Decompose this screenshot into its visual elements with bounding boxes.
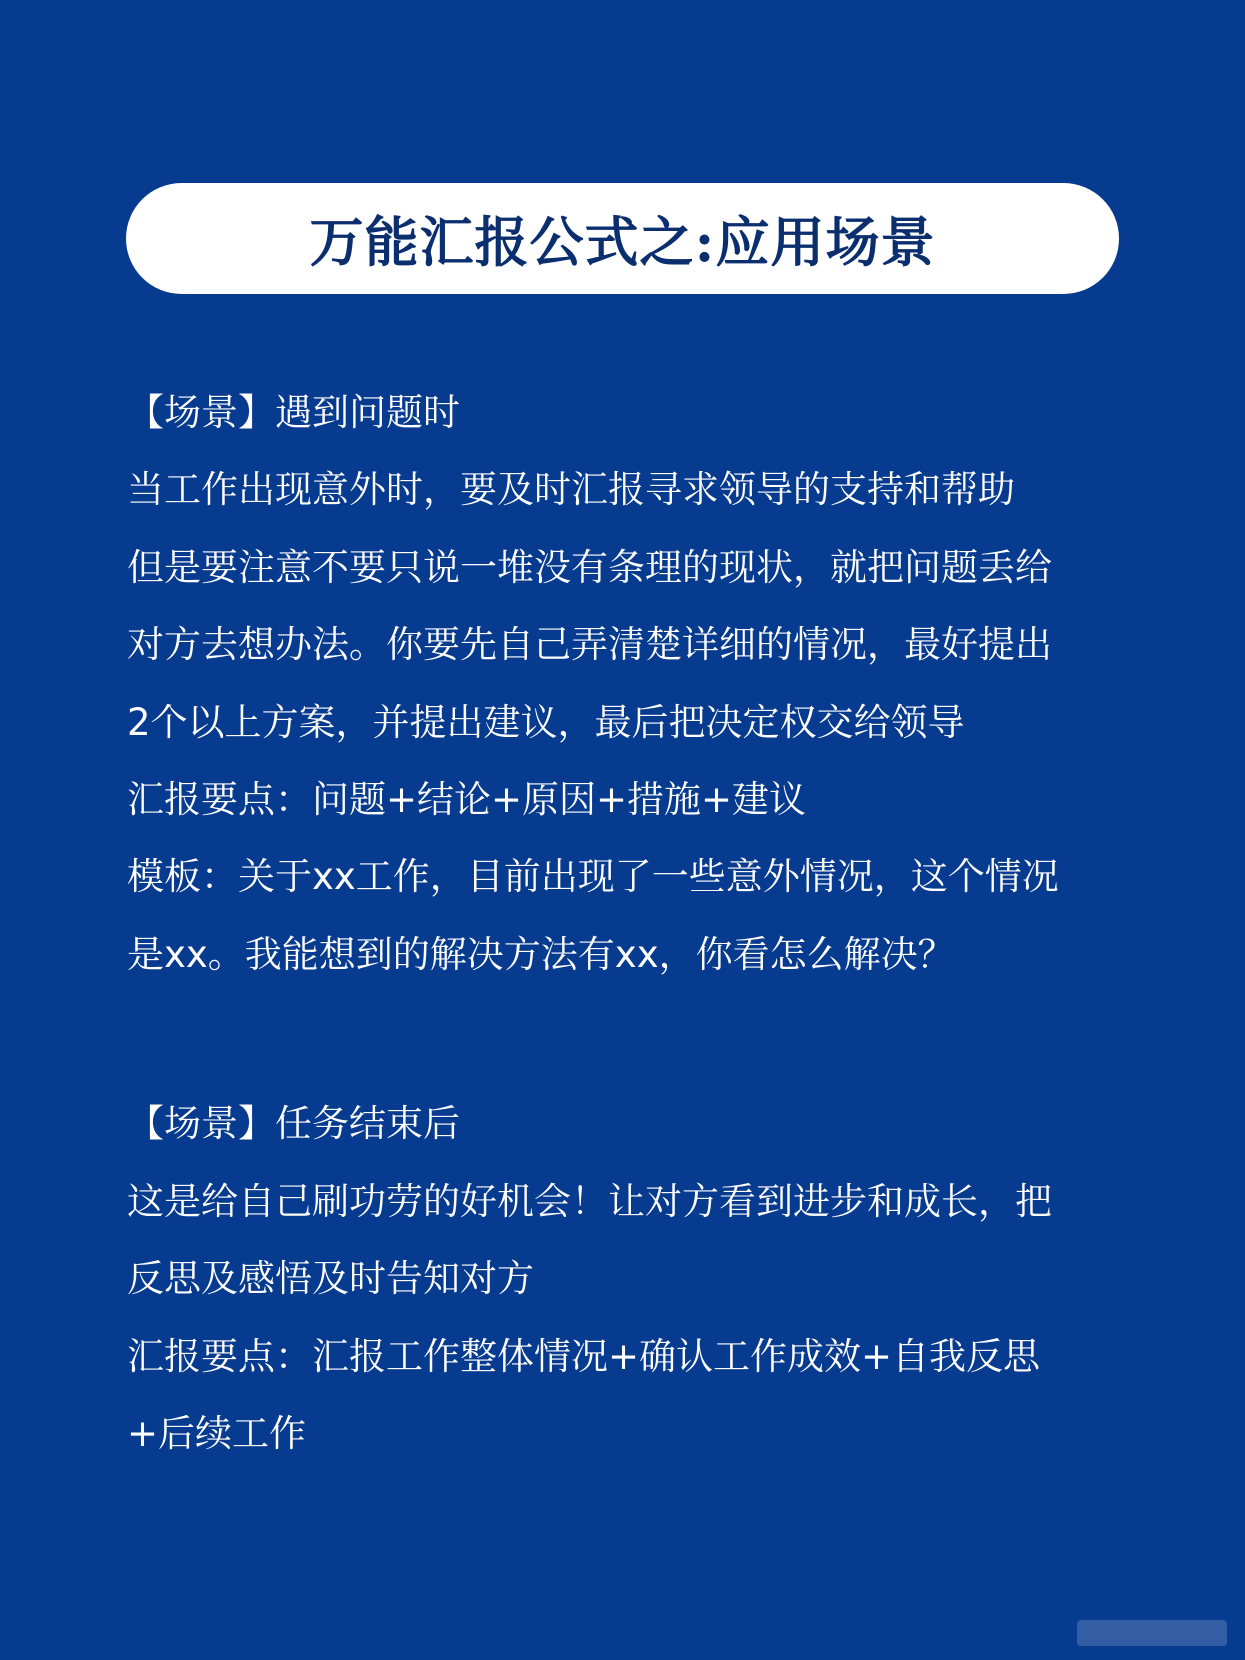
scene2-line-1: 这是给自己刷功劳的好机会！让对方看到进步和成长，把 (127, 1180, 1052, 1223)
scene1-template-line-2: 是xx。我能想到的解决方法有xx，你看怎么解决？ (127, 933, 955, 976)
title-banner (126, 183, 1119, 294)
scene1-line-1: 当工作出现意外时，要及时汇报寻求领导的支持和帮助 (127, 468, 1015, 511)
page-title: 万能汇报公式之:应用场景 (309, 210, 936, 274)
scene2-key-points-cont: +后续工作 (127, 1412, 307, 1455)
scene2-heading: 【场景】任务结束后 (127, 1102, 460, 1145)
scene1-key-points: 汇报要点：问题+结论+原因+措施+建议 (127, 778, 807, 821)
scene1-template-line-1: 模板：关于xx工作，目前出现了一些意外情况，这个情况 (127, 855, 1059, 898)
scene1-line-3: 对方去想办法。你要先自己弄清楚详细的情况，最好提出 (127, 623, 1052, 666)
scene1-line-4: 2个以上方案，并提出建议，最后把决定权交给领导 (127, 701, 965, 744)
scene2-line-2: 反思及感悟及时告知对方 (127, 1257, 534, 1300)
scene1-line-2: 但是要注意不要只说一堆没有条理的现状，就把问题丢给 (127, 546, 1052, 589)
watermark (1077, 1620, 1227, 1646)
scene2-key-points: 汇报要点：汇报工作整体情况+确认工作成效+自我反思 (127, 1335, 1041, 1378)
scene1-heading: 【场景】遇到问题时 (127, 391, 460, 434)
